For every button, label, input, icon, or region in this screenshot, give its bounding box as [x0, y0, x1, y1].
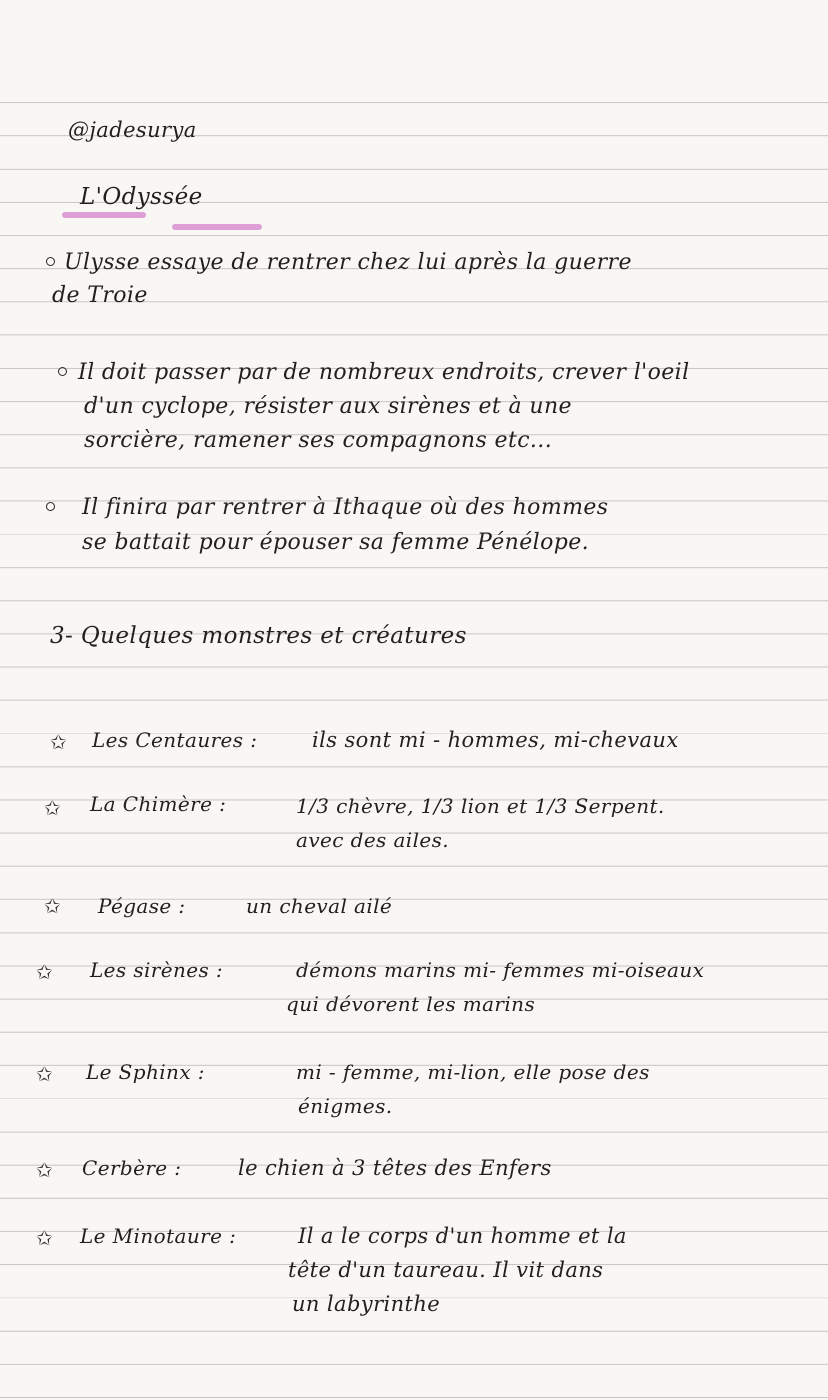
creature-desc-centaures: ils sont mi - hommes, mi-chevaux [312, 728, 679, 752]
creature-name-sphinx: Le Sphinx : [86, 1060, 205, 1084]
creature-desc-cerbere: le chien à 3 têtes des Enfers [238, 1156, 552, 1180]
bullet-3 [46, 502, 55, 511]
section-heading: 3- Quelques monstres et créatures [50, 623, 467, 649]
creature-desc-sphinx-2: énigmes. [298, 1094, 393, 1118]
page-title: L'Odyssée [80, 184, 203, 210]
creature-desc-chimere-2: avec des ailes. [296, 828, 450, 852]
author-handle: @jadesurya [68, 118, 197, 142]
bullet-1 [46, 257, 55, 266]
creature-name-centaures: Les Centaures : [92, 728, 258, 752]
creature-desc-chimere-1: 1/3 chèvre, 1/3 lion et 1/3 Serpent. [296, 794, 665, 818]
paragraph-3-line-2: se battait pour épouser sa femme Pénélope. [82, 530, 590, 555]
creature-desc-sirenes-2: qui dévorent les marins [286, 992, 536, 1016]
creature-desc-minotaure-3: un labyrinthe [292, 1292, 441, 1316]
creature-name-sirenes: Les sirènes : [90, 958, 224, 982]
star-icon: ✩ [36, 1062, 53, 1086]
paragraph-3-line-1: Il finira par rentrer à Ithaque où des hommes [82, 495, 609, 520]
bullet-2 [58, 367, 67, 376]
creature-desc-pegase: un cheval ailé [246, 894, 393, 918]
paragraph-2-line-1: Il doit passer par de nombreux endroits, crever l'oeil [78, 360, 690, 385]
creature-name-chimere: La Chimère : [90, 792, 227, 816]
paragraph-2-line-2: d'un cyclope, résister aux sirènes et à une [84, 394, 572, 419]
star-icon: ✩ [36, 1158, 53, 1182]
star-icon: ✩ [36, 960, 53, 984]
creature-desc-minotaure-1: Il a le corps d'un homme et la [298, 1224, 627, 1248]
star-icon: ✩ [36, 1226, 53, 1250]
title-highlight-left [62, 212, 146, 218]
title-highlight-right [172, 224, 262, 230]
star-icon: ✩ [44, 796, 61, 820]
creature-desc-minotaure-2: tête d'un taureau. Il vit dans [288, 1258, 604, 1282]
creature-name-cerbere: Cerbère : [82, 1156, 182, 1180]
star-icon: ✩ [50, 730, 67, 754]
creature-desc-sphinx-1: mi - femme, mi-lion, elle pose des [296, 1060, 650, 1084]
paragraph-1-line-2: de Troie [52, 283, 148, 308]
paragraph-2-line-3: sorcière, ramener ses compagnons etc... [84, 428, 553, 453]
creature-name-minotaure: Le Minotaure : [80, 1224, 237, 1248]
creature-desc-sirenes-1: démons marins mi- femmes mi-oiseaux [296, 958, 705, 982]
paragraph-1-line-1: Ulysse essaye de rentrer chez lui après la guerre [64, 250, 632, 275]
creature-name-pegase: Pégase : [98, 894, 186, 918]
star-icon: ✩ [44, 894, 61, 918]
